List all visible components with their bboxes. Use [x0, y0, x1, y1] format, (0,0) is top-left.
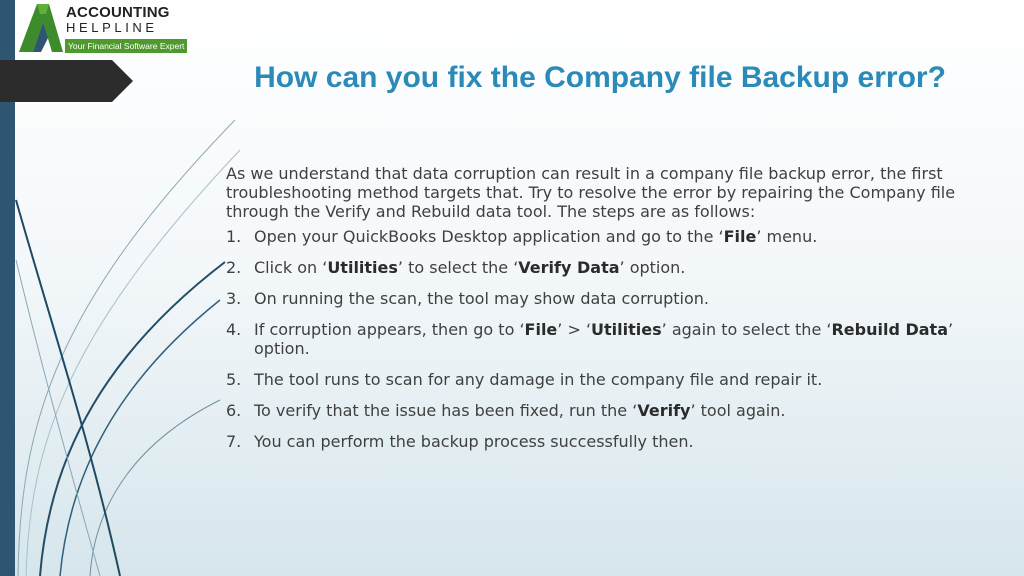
step-text: Open your QuickBooks Desktop application and go to the ‘: [254, 227, 724, 246]
logo-subtitle: HELPLINE: [66, 20, 158, 35]
logo-title: ACCOUNTING: [66, 4, 170, 21]
step-text: ’ > ‘: [557, 320, 592, 339]
step-keyword: File: [524, 320, 558, 339]
step-number: 1.: [226, 227, 242, 246]
logo-a-icon: [19, 4, 63, 52]
step-keyword: Verify Data: [518, 258, 620, 277]
step-number: 4.: [226, 320, 242, 339]
step-text: ’ option.: [254, 320, 954, 358]
step-keyword: File: [723, 227, 757, 246]
step-item: [226, 401, 966, 420]
step-item: [226, 227, 966, 246]
step-text: If corruption appears, then go to ‘: [254, 320, 525, 339]
step-text: Click on ‘: [254, 258, 328, 277]
steps-list: [226, 227, 966, 451]
step-item: [226, 432, 966, 451]
step-item: [226, 258, 966, 277]
step-text: To verify that the issue has been fixed, run the ‘: [254, 401, 638, 420]
step-text: You can perform the backup process successfully then.: [254, 432, 694, 451]
company-logo: [19, 4, 185, 54]
slide-title: How can you fix the Company file Backup error?: [254, 61, 946, 94]
step-number: 3.: [226, 289, 242, 308]
step-keyword: Utilities: [591, 320, 662, 339]
step-keyword: Utilities: [327, 258, 398, 277]
step-text: ’ menu.: [756, 227, 818, 246]
step-item: [226, 289, 966, 308]
step-keyword: Verify: [637, 401, 691, 420]
step-number: 7.: [226, 432, 242, 451]
step-text: ’ again to select the ‘: [661, 320, 832, 339]
step-text: ’ tool again.: [690, 401, 786, 420]
step-text: The tool runs to scan for any damage in the company file and repair it.: [254, 370, 823, 389]
step-number: 6.: [226, 401, 242, 420]
slide-content: [226, 164, 966, 463]
logo-tagline: Your Financial Software Expert: [65, 39, 187, 53]
intro-paragraph: As we understand that data corruption can result in a company file backup error, the first troubleshooting method targets that. Try to resolve the error by repairing the Company file through the Verify and Rebuild data tool. The steps are as follows:: [226, 164, 956, 221]
step-text: ’ option.: [619, 258, 686, 277]
step-number: 2.: [226, 258, 242, 277]
step-number: 5.: [226, 370, 242, 389]
title-arrow-tab: [0, 60, 133, 102]
step-keyword: Rebuild Data: [831, 320, 948, 339]
step-item: [226, 370, 966, 389]
step-text: ’ to select the ‘: [397, 258, 519, 277]
step-text: On running the scan, the tool may show data corruption.: [254, 289, 709, 308]
step-item: [226, 320, 966, 358]
